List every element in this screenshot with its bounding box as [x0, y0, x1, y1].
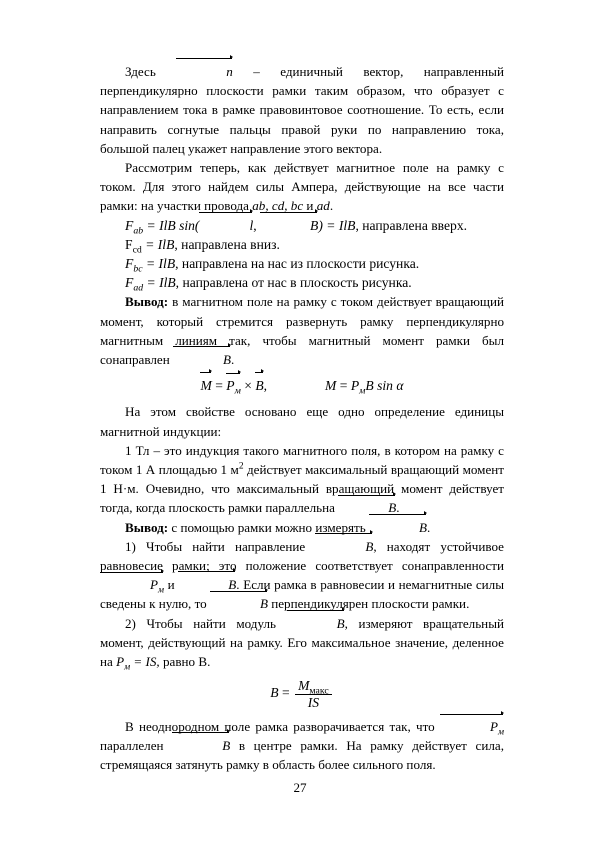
paragraph-4: На этом свойстве основано еще одно определение единицы магнитной индукции:: [100, 404, 504, 439]
equation-f-ad: $F_{ad}$ = IlB, направлена от нас в плоскость рисунка.: [125, 275, 412, 294]
paragraph-5: 1 Тл – это индукция такого магнитного поля, в котором на рамку с током 1 А площадью 1 $м^2$ действует максимальный вращающий момент 1 Н·м. Очевидно, что максимальный вращающий момент действует тогда, когда плоскость рамки параллельна B.: [100, 441, 504, 518]
paragraph-2-lead: Рассмотрим теперь, как действует магнитное поле на рамку с током. Для этого найдем силы Ампера, действующие на все части рамки: на участки провода: [100, 160, 504, 214]
vector-B: B: [315, 537, 373, 556]
vector-B: B: [255, 376, 263, 395]
vector-B: B: [260, 216, 318, 235]
equation-f-bc: $F_{bc}$ = IlB, направлена на нас из плоскости рисунка.: [125, 256, 420, 275]
paragraph-2: Рассмотрим теперь, как действует магнитное поле на рамку с током. Для этого найдем силы Ампера, действующие на все части рамки: на участки провода ab, cd, bc и ad.: [100, 160, 504, 214]
equation-B-max: B = $\frac{M_{макс}}{IS}$: [100, 678, 504, 709]
paragraph-1-rest: – единичный вектор, направленный перпендикулярно плоскости рамки таким образом, что образует с направлением тока в рамке правовинтовое соотношение. То есть, если направить согнутые пальцы правой руки по направлению тока, большой палец укажет направление этого вектора.: [100, 64, 504, 156]
vector-B: B: [287, 614, 345, 633]
paragraph-conclusion-1: Вывод: в магнитном поле на рамку с током действует вращающий момент, который стремится развернуть рамку перпендикулярно магнитным линиям так, чтобы магнитный момент рамки был сонаправлен B.: [100, 292, 504, 369]
vector-B: B: [369, 518, 427, 537]
page-body: [100, 62, 504, 774]
fraction-numerator: $M_{макс}$: [298, 678, 329, 698]
vector-n: n: [176, 62, 233, 81]
vector-M: M: [200, 376, 211, 395]
paragraph-9: В неоднородном поле рамка разворачивается так, что $P_м$ параллелен B в центре рамки. На рамку действует сила, стремящаяся затянуть рамку в область более сильного поля.: [100, 718, 504, 773]
vector-l: l: [199, 216, 253, 235]
vector-B: B: [210, 594, 268, 613]
vector-B: B: [173, 350, 231, 369]
paragraph-2-segments: ab, cd, bc: [252, 198, 304, 214]
paragraph-item-1: 1) Чтобы найти направление B, находят устойчивое равновесие рамки; это положение соответствует сонаправленности $P_м$ и B. Если рамка в равновесии и немагнитные силы сведены к нулю, то B перпендикулярен плоскости рамки.: [100, 537, 504, 614]
paragraph-1-lead: Здесь: [125, 64, 177, 79]
vector-Pm: $P_м$: [100, 575, 164, 594]
equation-f-cd: $F_{cd}$ = IlB, направлена вниз.: [125, 236, 280, 256]
vector-Pm: $P_м$: [440, 717, 504, 736]
equation-f-ab: $F_{ab}$ = IlB sin( l, B) = IlB, направлена вверх.: [125, 217, 468, 237]
vector-B: B: [172, 736, 230, 755]
fraction-M-over-IS: [295, 678, 332, 709]
conclusion-label-2: Вывод:: [125, 519, 169, 535]
paragraph-conclusion-2: Вывод: с помощью рамки можно измерять B.: [100, 518, 504, 537]
paragraph-item-2: 2) Чтобы найти модуль B, измеряют вращательный момент, действующий на рамку. Его максимальное значение, деленное на $P_м$ = IS, равно B.: [100, 615, 504, 673]
vector-Pm: $P_м$: [226, 378, 241, 397]
paragraph-1: [100, 62, 504, 158]
paragraph-2-segment-last: ad: [316, 198, 330, 214]
page-number: 27: [293, 780, 307, 795]
vector-B: B: [338, 498, 396, 517]
vector-B: B: [178, 575, 236, 594]
conclusion-label-1: Вывод:: [125, 294, 169, 310]
fraction-denominator: IS: [295, 694, 332, 710]
equation-torque: $M = P_м \times B$, $M = P_мB$ sin α: [200, 378, 404, 397]
